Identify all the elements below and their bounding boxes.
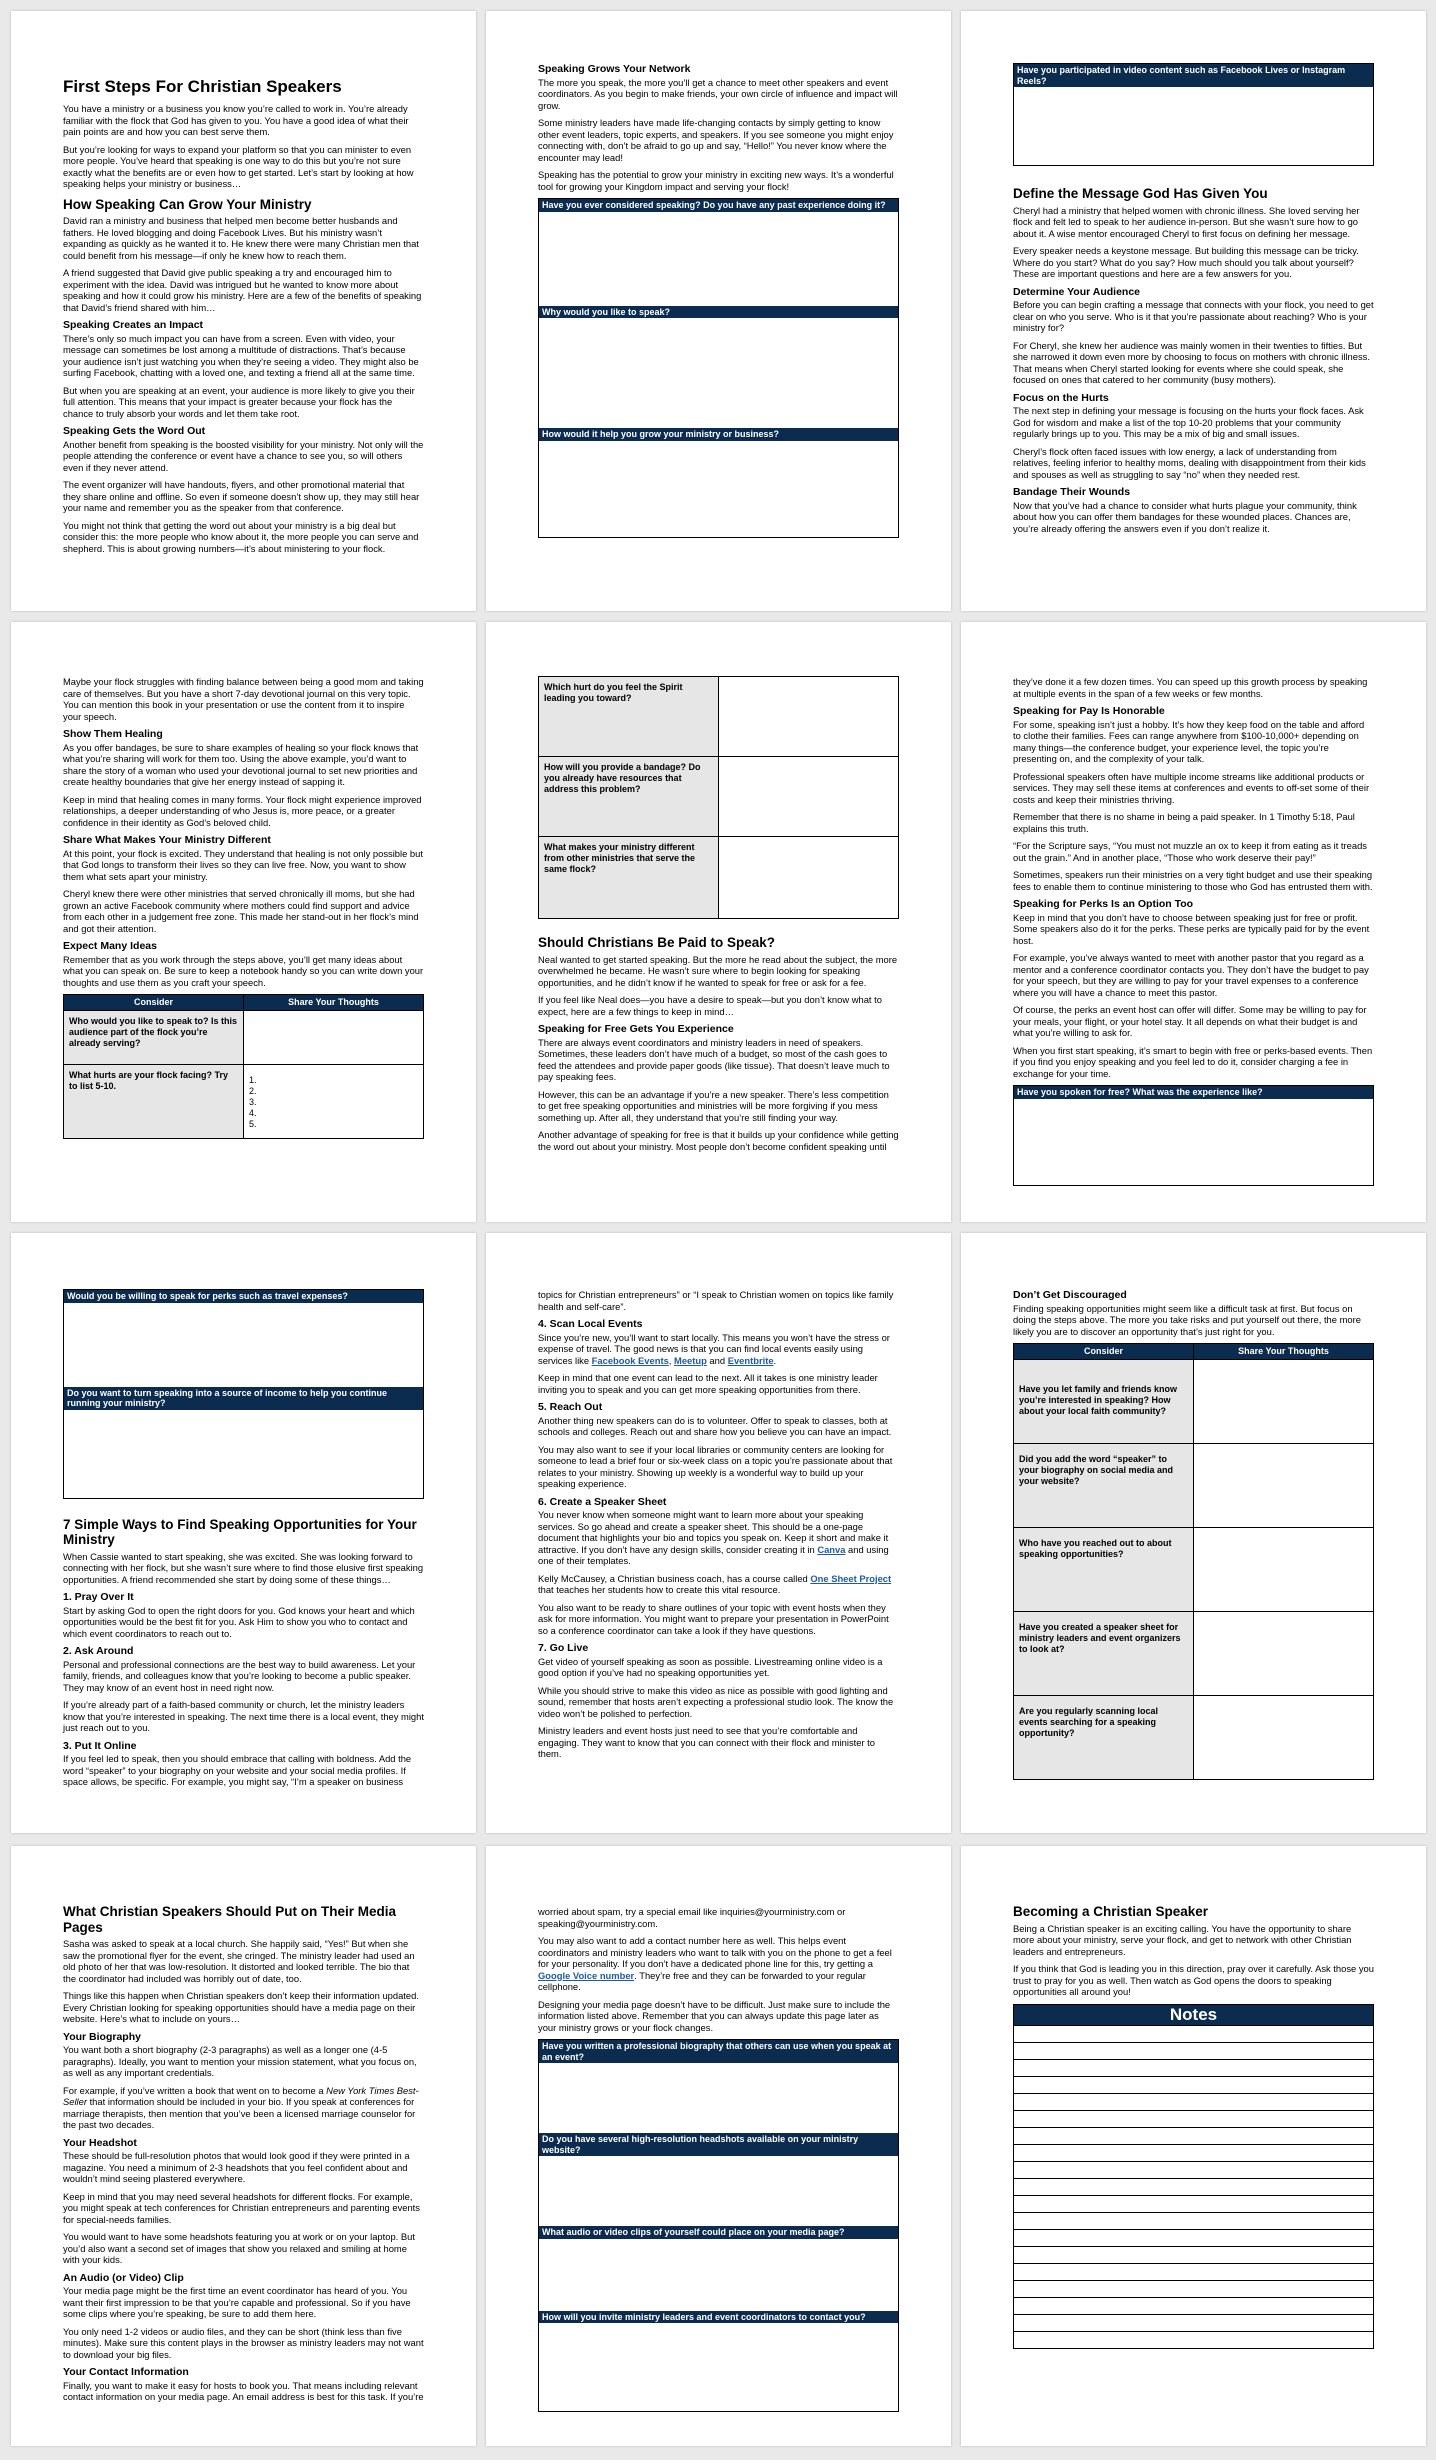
list-number: 2. xyxy=(249,1086,257,1096)
page-4 xyxy=(11,622,476,1222)
paragraph: You might not think that getting the word out about your ministry is a big deal but consider this: the more people who know about it, the more people you can serve and shepherd. This is about growing numbers—it’s about ministering to your flock. xyxy=(63,519,419,554)
page-5 xyxy=(486,622,951,1222)
answer-area[interactable] xyxy=(539,2156,898,2226)
paragraph: The next step in defining your message is focusing on the hurts your flock faces. Ask God for wisdom and make a list of the top 10-20 problems that your community regularly brings up to you. This may be a mix of big and small issues. xyxy=(1013,405,1364,439)
paragraph: Speaking has the potential to grow your ministry in exciting new ways. It’s a wonderful tool for growing your Kingdom impact and serving your flock! xyxy=(538,169,894,192)
subheading: Speaking for Perks Is an Option Too xyxy=(1013,898,1194,910)
notes-line[interactable] xyxy=(1013,2230,1374,2247)
paragraph: Designing your media page doesn’t have to be difficult. Just make sure to include the information listed above. Remember that you can always update this page later as your ministry grows or your flock changes. xyxy=(538,1998,891,2033)
subheading: Speaking Creates an Impact xyxy=(63,319,204,331)
paragraph: A friend suggested that David give public speaking a try and encouraged him to experiment with the idea. David was intrigued but he wanted to know more about speaking and how it could grow his ministry. Here are a few of the benefits of speaking that David’s friend shared with him… xyxy=(63,267,422,313)
paragraph: You would want to have some headshots featuring you at work or on your laptop. But you’d also want a second set of images that show you relaxed and smiling at home with your kids. xyxy=(63,2231,415,2265)
list-number: 1. xyxy=(249,1075,257,1085)
subheading: 4. Scan Local Events xyxy=(538,1318,643,1330)
question-header: Have you written a professional biography that others can use when you speak at an event? xyxy=(539,2040,898,2063)
paragraph: Cheryl had a ministry that helped women with chronic illness. She loved serving her flock and felt led to speak to her audience in-person. But she wasn’t sure how to go about it. A wise mentor encouraged Cheryl to first focus on defining her message. xyxy=(1013,204,1360,239)
notes-line[interactable] xyxy=(1013,2026,1374,2043)
notes-line[interactable] xyxy=(1013,2281,1374,2298)
paragraph: For example, you’ve always wanted to meet with another pastor that you regard as a mentor and a conference coordinator contacts you. They don’t have the budget to pay for your speech, but they are willing to pay for your travel expenses to a conference where you will have a chance to meet this pastor. xyxy=(1013,952,1369,998)
notes-line[interactable] xyxy=(1013,2111,1374,2128)
subheading: Share What Makes Your Ministry Different xyxy=(63,834,271,846)
paragraph: Every speaker needs a keystone message. But building this message can be tricky. Where do you start? What do you say? How much should you talk about yourself? These are important questions and here are a few answers for you. xyxy=(1013,245,1359,279)
paragraph: You want both a short biography (2-3 paragraphs) as well as a longer one (4-5 paragraphs). Ideally, you want to mention your mission statement, what you focus on, as well as any important credentials. xyxy=(63,2044,417,2078)
question-box xyxy=(538,198,899,538)
paragraph: The event organizer will have handouts, flyers, and other promotional material that they share online and offline. So even if someone doesn’t show up, they may still hear your name and remember you as the speaker from that conference. xyxy=(63,479,420,513)
google-voice-link[interactable]: Google Voice number xyxy=(538,1969,635,1981)
notes-line[interactable] xyxy=(1013,2162,1374,2179)
notes-line[interactable] xyxy=(1013,2094,1374,2111)
section-heading: 7 Simple Ways to Find Speaking Opportunities for Your Ministry xyxy=(63,1516,417,1547)
question-header: How would it help you grow your ministry or business? xyxy=(539,428,898,441)
notes-header: Notes xyxy=(1013,2004,1374,2026)
question-box xyxy=(1013,63,1374,166)
notes-line[interactable] xyxy=(1013,2077,1374,2094)
answer-cell[interactable] xyxy=(719,837,899,919)
answer-cell[interactable] xyxy=(1194,1696,1374,1780)
paragraph: You never know when someone might want to learn more about your speaking services. So go ahead and create a speaker sheet. This should be a one-page document that highlights your bio and topics you speak on. Keep it short and make it attractive. If you don’t have any design skills, consider creating it in Canva and using one of their templates. xyxy=(538,1509,889,1566)
facebook-events-link[interactable]: Facebook Events xyxy=(591,1354,669,1366)
question-cell: What makes your ministry different from other ministries that serve the same flock? xyxy=(539,837,719,919)
paragraph: Your media page might be the first time an event coordinator has heard of you. You want their first impression to be that you’re capable and professional. So if you have some clips where you’re speaking, be sure to add them here. xyxy=(63,2285,411,2319)
paragraph: You only need 1-2 videos or audio files, and they can be short (think less than five minutes). Make sure this content plays in the browser as ministry leaders may not want to download your big files. xyxy=(63,2325,424,2360)
page-11 xyxy=(486,1846,951,2446)
paragraph: David ran a ministry and business that helped men become better husbands and fathers. He loved blogging and doing Facebook Lives. But his ministry wasn’t expanding as quickly as he wanted it to. He knew there were many Christian men that could benefit from his message—if only he knew how to reach them. xyxy=(63,215,419,261)
notes-line[interactable] xyxy=(1013,2128,1374,2145)
section-heading: How Speaking Can Grow Your Ministry xyxy=(63,196,312,212)
answer-cell[interactable] xyxy=(1194,1360,1374,1444)
question-cell: Who would you like to speak to? Is this audience part of the flock you’re already serving? xyxy=(64,1011,244,1065)
paragraph: At this point, your flock is excited. They understand that healing is not only possible but that God longs to transform their lives so they can live free. Now, you want to show them what sets apart your ministry. xyxy=(63,847,423,882)
answer-cell[interactable] xyxy=(244,1011,424,1065)
answer-area[interactable] xyxy=(1014,1099,1373,1185)
question-box xyxy=(538,2039,899,2412)
question-cell: How will you provide a bandage? Do you already have resources that address this problem? xyxy=(539,757,719,837)
subheading: Speaking for Free Gets You Experience xyxy=(538,1023,734,1035)
paragraph: If you’re already part of a faith-based community or church, let the ministry leaders know that you’re interested in speaking. The next time there is a local event, they might just reach out to you. xyxy=(63,1699,424,1733)
section-heading: Becoming a Christian Speaker xyxy=(1013,1904,1209,1919)
question-header: What audio or video clips of yourself could place on your media page? xyxy=(539,2226,898,2239)
page-2 xyxy=(486,11,951,611)
paragraph: Remember that there is no shame in being a paid speaker. In 1 Timothy 5:18, Paul explains this truth. xyxy=(1013,811,1355,834)
paragraph: Neal wanted to get started speaking. But the more he read about the subject, the more overwhelmed he became. He wasn’t sure where to begin looking for speaking opportunities, and he didn’t know if he wanted to speak for free or ask for a fee. xyxy=(538,953,898,988)
paragraph: worried about spam, try a special email like inquiries@yourministry.com or speaking@yourministry.com. xyxy=(538,1906,846,1929)
paragraph: Keep in mind that you may need several headshots for different flocks. For example, you might speak at tech conferences for Christian entrepreneurs and parenting events for special-needs families. xyxy=(63,2190,420,2225)
answer-area[interactable] xyxy=(64,1410,423,1498)
subheading: Speaking Grows Your Network xyxy=(538,63,691,75)
paragraph: Professional speakers often have multiple income streams like additional products or services. They may sell these items at conferences and events to off-set some of their costs and keep their ministries thriving. xyxy=(1013,770,1370,805)
paragraph: Cheryl’s flock often faced issues with low energy, a lack of understanding from relatives, feeling inferior to healthy moms, dealing with disappointment from their kids and spouses as well as struggling to say “no” when they needed rest. xyxy=(1013,445,1366,480)
paragraph: You have a ministry or a business you know you’re called to work in. You’re already familiar with the flock that God has given to you. You have a good idea of what their pain points are and how you can best serve them. xyxy=(63,103,409,137)
subheading: Don’t Get Discouraged xyxy=(1013,1289,1127,1301)
notes-line[interactable] xyxy=(1013,2145,1374,2162)
notes-line[interactable] xyxy=(1013,2247,1374,2264)
paragraph: Finding speaking opportunities might seem like a difficult task at first. But focus on doing the steps above. The more you take risks and put yourself out there, the more likely you are to discover an opportunity that’s just right for you. xyxy=(1013,1302,1361,1337)
column-header: Consider xyxy=(1014,1344,1194,1360)
subheading: Determine Your Audience xyxy=(1013,285,1141,298)
answer-area[interactable] xyxy=(539,2323,898,2411)
page-6 xyxy=(961,622,1426,1222)
paragraph: Maybe your flock struggles with finding balance between being a good mom and taking care of themselves. But you have a short 7-day devotional journal on this very topic. You can mention this book in your presentation or use the content from it to inspire your speech. xyxy=(63,676,424,722)
section-heading: Should Christians Be Paid to Speak? xyxy=(538,935,776,950)
paragraph: When you first start speaking, it’s smart to begin with free or perks-based events. Then if you find you enjoy speaking and you feel led to do it, consider charging a fee in exchange for your time. xyxy=(1013,1044,1373,1079)
answer-area[interactable] xyxy=(539,2063,898,2133)
paragraph: If you feel led to speak, then you should embrace that calling with boldness. Add the word “speaker” to your biography on your website and your social media profiles. If space allows, be specific. For example, you might say, “I’m a speaker on business xyxy=(63,1753,412,1787)
subheading: Your Biography xyxy=(63,2030,141,2043)
subheading: Speaking for Pay Is Honorable xyxy=(1013,705,1165,717)
paragraph: Sasha was asked to speak at a local church. She happily said, “Yes!” But when she saw the promotional flyer for the event, she cringed. The ministry leader had used an old photo of her that was low-resolution. It distorted and looked terrible. The bio that the coordinator had included was horribly out of date, too. xyxy=(63,1938,415,1984)
paragraph: However, this can be an advantage if you’re a new speaker. There’s less competition to get free speaking opportunities and ministries will be more forgiving if you mess something up. After all, they understand that you’re still finding your way. xyxy=(538,1088,889,1123)
subheading: 7. Go Live xyxy=(538,1642,589,1654)
paragraph: Get video of yourself speaking as soon as possible. Livestreaming online video is a good option if you’ve had no speaking opportunities yet. xyxy=(538,1655,883,1678)
subheading: 2. Ask Around xyxy=(63,1645,134,1657)
answer-area[interactable] xyxy=(64,1303,423,1387)
paragraph: Personal and professional connections are the best way to build awareness. Let your family, friends, and colleagues know that you’re looking to become a public speaker. They may know of an event host in need right now. xyxy=(63,1658,416,1693)
paragraph: There are always event coordinators and ministry leaders in need of speakers. Sometimes, these leaders don’t have much of a budget, so most of the cash goes to feed the attendees and provide paper goods (like tissue). That doesn’t leave much to pay speaking fees. xyxy=(538,1036,890,1082)
paragraph: Ministry leaders and event hosts just need to see that you’re comfortable and engaging. They want to know that you can connect with their flock and minister to them. xyxy=(538,1725,875,1759)
list-number: 3. xyxy=(249,1097,257,1107)
meetup-link[interactable]: Meetup xyxy=(674,1354,707,1366)
subheading: An Audio (or Video) Clip xyxy=(63,2271,184,2284)
paragraph: If you feel like Neal does—you have a desire to speak—but you don’t know what to expect, here are a few things to keep in mind… xyxy=(538,994,882,1017)
doc-title: First Steps For Christian Speakers xyxy=(63,77,342,96)
notes-line[interactable] xyxy=(1013,2264,1374,2281)
paragraph: As you offer bandages, be sure to share examples of healing so your flock knows that what you’re sharing will work for them too. Using the above example, you’d want to share the story of a woman who used your devotional journal to set new priorities and create healthy boundaries that give her energy instead of sapping it. xyxy=(63,741,419,787)
paragraph: You may also want to add a contact number here as well. This helps event coordinators and ministry leaders who want to talk with you on the phone to get a feel for your personality. If you don’t have a dedicated phone line for this, try getting a Google Voice number. They’re free and they can be forwarded to your regular cellphone. xyxy=(538,1935,892,1992)
notes-line[interactable] xyxy=(1013,2332,1374,2349)
reflection-table xyxy=(538,676,899,919)
subheading: Your Headshot xyxy=(63,2136,137,2149)
paragraph: When Cassie wanted to start speaking, she was excited. She was looking forward to connecting with her flock, but she wasn’t sure where to find those elusive first speaking opportunities. A friend recommended she start by doing some of these things… xyxy=(63,1550,424,1585)
question-cell: Which hurt do you feel the Spirit leading you toward? xyxy=(539,677,719,757)
question-cell: Who have you reached out to about speaking opportunities? xyxy=(1014,1528,1194,1612)
question-header: Do you want to turn speaking into a source of income to help you continue running your ministry? xyxy=(64,1387,423,1410)
subheading: Focus on the Hurts xyxy=(1013,391,1109,404)
paragraph: Start by asking God to open the right doors for you. God knows your heart and which opportunities would be the best fit for you. Ask Him to show you who to contact and which event coordinators to reach out to. xyxy=(63,1604,415,1639)
paragraph: Another benefit from speaking is the boosted visibility for your ministry. Not only will the people attending the conference or event have a chance to see you, so will others even if they never attend. xyxy=(63,438,424,473)
answer-cell[interactable] xyxy=(719,757,899,837)
subheading: Show Them Healing xyxy=(63,728,163,740)
page-10 xyxy=(11,1846,476,2446)
column-header: Share Your Thoughts xyxy=(244,995,424,1011)
paragraph: they’ve done it a few dozen times. You can speed up this growth process by speaking at multiple events in the span of a few weeks or few months. xyxy=(1013,676,1368,699)
paragraph: Before you can begin crafting a message that connects with your flock, you need to get clear on who you serve. Who is it that you’re passionate about reaching? Who is your ministry for? xyxy=(1013,299,1374,333)
reflection-table xyxy=(1013,1343,1374,1780)
notes-line[interactable] xyxy=(1013,2298,1374,2315)
subheading: 5. Reach Out xyxy=(538,1401,603,1413)
question-cell: What hurts are your flock facing? Try to list 5-10. xyxy=(64,1065,244,1139)
subheading: Your Contact Information xyxy=(63,2366,189,2378)
answer-area[interactable] xyxy=(539,441,898,537)
paragraph: Being a Christian speaker is an exciting calling. You have the opportunity to share more about your ministry, serve your flock, and get to network with other Christian leaders and entrepreneurs. xyxy=(1013,1922,1352,1957)
question-cell: Are you regularly scanning local events searching for a speaking opportunity? xyxy=(1014,1696,1194,1780)
paragraph: Of course, the perks an event host can offer will differ. Some may be willing to pay for your meals, your flight, or your hotel stay. It all depends on what their budget is and what you’re willing to ask for. xyxy=(1013,1004,1367,1038)
answer-cell[interactable] xyxy=(1194,1612,1374,1696)
list-number: 5. xyxy=(249,1119,257,1129)
question-header: Have you ever considered speaking? Do you have any past experience doing it? xyxy=(539,199,898,212)
paragraph: Keep in mind that you don’t have to choose between speaking just for free or profit. Some speakers also do it for the perks. These perks are typically paid for by the event host. xyxy=(1013,911,1370,946)
notes-line[interactable] xyxy=(1013,2196,1374,2213)
paragraph: But you’re looking for ways to expand your platform so that you can minister to even more people. You’ve heard that speaking is one way to do this but you’re not sure exactly what the benefits are or even how to get started. Let’s start by looking at how speaking helps your ministry or business… xyxy=(63,143,414,189)
paragraph: There’s only so much impact you can have from a screen. Even with video, your message can sometimes be lost among a multitude of distractions. That’s because your audience isn’t just watching you when they’re seeing a video. They might also be surfing Facebook, chatting with a loved one, and texting a friend all at the same time. xyxy=(63,332,419,378)
reflection-table xyxy=(63,994,424,1139)
page-1 xyxy=(11,11,476,611)
section-heading: What Christian Speakers Should Put on Their Media Pages xyxy=(63,1904,397,1935)
paragraph: Finally, you want to make it easy for hosts to book you. That means including relevant contact information on your media page. An email address is best for this task. If you’re xyxy=(63,2379,424,2402)
column-header: Share Your Thoughts xyxy=(1194,1344,1374,1360)
paragraph: Keep in mind that one event can lead to the next. All it takes is one ministry leader inviting you to speak and you can get more speaking opportunities from there. xyxy=(538,1372,878,1395)
column-header: Consider xyxy=(64,995,244,1011)
paragraph: Things like this happen when Christian speakers don’t keep their information updated. Every Christian looking for speaking opportunities should have a media page on their website. Here’s what to include on yours… xyxy=(63,1990,419,2024)
page-8 xyxy=(486,1233,951,1833)
paragraph: But when you are speaking at an event, your audience is more likely to give you their full attention. This means that your impact is greater because your flock has the chance to truly absorb your words and let them take root. xyxy=(63,384,415,419)
question-header: Have you spoken for free? What was the experience like? xyxy=(1014,1086,1373,1099)
answer-cell[interactable] xyxy=(1194,1528,1374,1612)
notes-line[interactable] xyxy=(1013,2043,1374,2060)
notes-line[interactable] xyxy=(1013,2060,1374,2077)
answer-cell[interactable] xyxy=(1194,1444,1374,1528)
subheading: 6. Create a Speaker Sheet xyxy=(538,1495,667,1508)
answer-area[interactable] xyxy=(1014,87,1373,165)
paragraph: You may also want to see if your local libraries or community centers are looking for someone to lead a brief four or six-week class on a topic you’re passionate about that relates to your ministry. Showing up weekly is a wonderful way to build up your speaking experience. xyxy=(538,1443,893,1489)
answer-area[interactable] xyxy=(539,318,898,428)
question-cell: Have you created a speaker sheet for ministry leaders and event organizers to look at? xyxy=(1014,1612,1194,1696)
paragraph: “For the Scripture says, “You must not muzzle an ox to keep it from eating as it treads out the grain.” And in another place, “Those who work deserve their pay!” xyxy=(1013,840,1367,863)
paragraph: Remember that as you work through the steps above, you’ll get many ideas about what you can speak on. Be sure to keep a notebook handy so you can write down your thoughts and use them as you craft your speech. xyxy=(63,953,424,988)
paragraph: topics for Christian entrepreneurs” or “I speak to Christian women on topics like family health and self-care”. xyxy=(538,1289,894,1312)
answer-area[interactable] xyxy=(539,2239,898,2311)
answer-cell[interactable] xyxy=(244,1065,424,1139)
one-sheet-project-link[interactable]: One Sheet Project xyxy=(810,1572,892,1584)
subheading: Expect Many Ideas xyxy=(63,940,157,952)
subheading: Bandage Their Wounds xyxy=(1013,486,1131,498)
answer-cell[interactable] xyxy=(719,677,899,757)
answer-area[interactable] xyxy=(539,212,898,306)
page-3 xyxy=(961,11,1426,611)
paragraph: Now that you’ve had a chance to consider what hurts plague your community, think about how you can offer them bandages for these wounded places. Chances are, you’re already offering the answers even if you don’t realize it. xyxy=(1013,499,1357,534)
paragraph: For some, speaking isn’t just a hobby. It’s how they keep food on the table and afford to clothe their families. Fees can range anywhere from $100-10,000+ depending on many things—the conference budget, your experience level, the topic you’re presenting on, and the complexity of your talk. xyxy=(1013,718,1365,764)
question-box xyxy=(63,1289,424,1499)
paragraph: Sometimes, speakers run their ministries on a very tight budget and use their speaking fees to enable them to continue ministering to those who God has entrusted them with. xyxy=(1013,869,1373,892)
eventbrite-link[interactable]: Eventbrite xyxy=(727,1354,774,1366)
notes-line[interactable] xyxy=(1013,2315,1374,2332)
paragraph: Another advantage of speaking for free is that it builds up your confidence while getting the word out about your ministry. Most people don’t become confident speaking until xyxy=(538,1129,899,1152)
paragraph: The more you speak, the more you’ll get a chance to meet other speakers and event coordinators. As you begin to make friends, your own circle of influence and impact will grow. xyxy=(538,76,898,111)
notes-line[interactable] xyxy=(1013,2213,1374,2230)
notes-line[interactable] xyxy=(1013,2179,1374,2196)
list-number: 4. xyxy=(249,1108,257,1118)
question-cell: Did you add the word “speaker” to your biography on social media and your website? xyxy=(1014,1444,1194,1528)
question-header: How will you invite ministry leaders and event coordinators to contact you? xyxy=(539,2311,898,2324)
paragraph: Kelly McCausey, a Christian business coach, has a course called One Sheet Project that teaches her students how to create this vital resource. xyxy=(538,1572,892,1595)
paragraph: For Cheryl, she knew her audience was mainly women in their twenties to fifties. But she narrowed it down even more by choosing to focus on mothers with chronic illness. That means when Cheryl started looking for events where she could speak, she focused on ones that catered to her community (busy mothers). xyxy=(1013,339,1370,385)
section-heading: Define the Message God Has Given You xyxy=(1013,186,1268,201)
question-header: Have you participated in video content such as Facebook Lives or Instagram Reels? xyxy=(1014,64,1373,87)
paragraph: If you think that God is leading you in this direction, pray over it carefully. Ask those you trust to pray for you as well. Then watch as God opens the doors to speaking opportunities all around you! xyxy=(1013,1963,1374,1997)
question-box xyxy=(1013,1085,1374,1186)
subheading: 1. Pray Over It xyxy=(63,1591,134,1603)
paragraph: Another thing new speakers can do is to volunteer. Offer to speak to classes, both at schools and colleges. Reach out and share how you believe you can have an impact. xyxy=(538,1414,892,1437)
paragraph: Keep in mind that healing comes in many forms. Your flock might experience improved relationships, a deeper understanding of who Jesus is, more peace, or a greater confidence in their identity as God’s beloved child. xyxy=(63,793,422,828)
paragraph: For example, if you’ve written a book that went on to become a New York Times Best-Seller that information should be included in your bio. If you speak at conferences for marriage therapists, then mention that you’ve been a licensed marriage counselor for the past two decades. xyxy=(63,2084,419,2130)
page-9 xyxy=(961,1233,1426,1833)
question-cell: Have you let family and friends know you’re interested in speaking? How about your local faith community? xyxy=(1014,1360,1194,1444)
paragraph: Cheryl knew there were other ministries that served chronically ill moms, but she had grown an active Facebook community where mothers could find support and advice from each other in a judgement free zone. This made her stand-out in her flock’s mind and got their attention. xyxy=(63,888,419,934)
page-7 xyxy=(11,1233,476,1833)
paragraph: You also want to be ready to share outlines of your topic with event hosts when they ask for more information. You might want to prepare your presentation in PowerPoint so a conference coordinator can take a look if they have questions. xyxy=(538,1601,889,1636)
subheading: Speaking Gets the Word Out xyxy=(63,425,206,437)
canva-link[interactable]: Canva xyxy=(817,1543,846,1555)
question-header: Do you have several high-resolution headshots available on your ministry website? xyxy=(539,2133,898,2156)
paragraph: Some ministry leaders have made life-changing contacts by simply getting to know other event leaders, topic experts, and speakers. If you see someone you might enjoy connecting with, don’t be afraid to go up and say, “Hello!” You never know where the encounter may lead! xyxy=(538,117,894,163)
notes-section xyxy=(1013,2004,1374,2349)
subheading: 3. Put It Online xyxy=(63,1739,137,1752)
paragraph: These should be full-resolution photos that would look good if they were printed in a magazine. You need a minimum of 2-3 headshots that you feel confident about and wouldn’t mind seeing plastered everywhere. xyxy=(63,2150,410,2184)
page-12 xyxy=(961,1846,1426,2446)
paragraph: Since you’re new, you’ll want to start locally. This means you won’t have the stress or expense of travel. The good news is that you can find local events easily using services like Facebook Events, Meetup and Eventbrite. xyxy=(538,1331,890,1366)
question-header: Why would you like to speak? xyxy=(539,306,898,319)
paragraph: While you should strive to make this video as nice as possible with good lighting and sound, remember that hosts aren’t expecting a professional studio look. The know the video won’t be polished to perfection. xyxy=(538,1684,894,1719)
question-header: Would you be willing to speak for perks such as travel expenses? xyxy=(64,1290,423,1303)
